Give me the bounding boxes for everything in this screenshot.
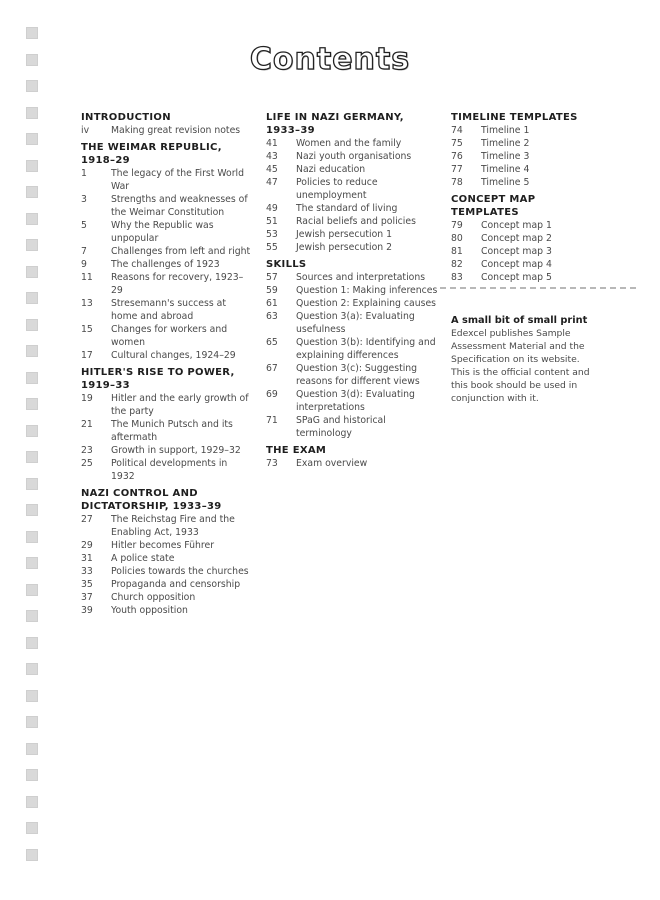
section-heading: CONCEPT MAP TEMPLATES: [451, 194, 536, 218]
contents-entry: [451, 163, 601, 176]
entry-title: Question 3(b): Identifying and explaining differences: [296, 337, 436, 361]
entry-title: Exam overview: [296, 458, 368, 469]
contents-entry: [81, 604, 251, 617]
entry-title: Timeline 2: [481, 138, 530, 149]
contents-entry: [81, 297, 251, 323]
entry-title: Concept map 3: [481, 246, 552, 257]
entry-page-number: 25: [81, 458, 93, 469]
contents-entry: [81, 323, 251, 349]
entry-page-number: 9: [81, 259, 87, 270]
entry-page-number: 65: [266, 337, 278, 348]
binder-hole: [26, 239, 38, 251]
entry-title: The standard of living: [296, 203, 398, 214]
entry-page-number: 73: [266, 458, 278, 469]
entry-page-number: 43: [266, 151, 278, 162]
entry-title: Question 2: Explaining causes: [296, 298, 437, 309]
contents-entry: [266, 457, 438, 470]
contents-entry: [81, 193, 251, 219]
binder-hole: [26, 504, 38, 516]
small-print-box: [451, 314, 601, 405]
contents-entry: [81, 552, 251, 565]
binder-hole: [26, 213, 38, 225]
binder-hole: [26, 690, 38, 702]
entry-page-number: 80: [451, 233, 463, 244]
contents-entry: [266, 310, 438, 336]
binder-hole: [26, 80, 38, 92]
contents-entry: [451, 124, 601, 137]
section-heading: HITLER'S RISE TO POWER, 1919–33: [81, 367, 235, 391]
entry-page-number: 78: [451, 177, 463, 188]
contents-entry: [266, 284, 438, 297]
contents-entry: [81, 245, 251, 258]
entry-page-number: 39: [81, 605, 93, 616]
section-heading: SKILLS: [266, 259, 307, 270]
entry-page-number: 82: [451, 259, 463, 270]
entry-page-number: 45: [266, 164, 278, 175]
entry-title: Church opposition: [111, 592, 196, 603]
entry-title: Jewish persecution 1: [296, 229, 393, 240]
entry-title: Jewish persecution 2: [296, 242, 393, 253]
contents-entry: [451, 271, 601, 284]
entry-title: SPaG and historical terminology: [296, 415, 386, 439]
entry-page-number: 13: [81, 298, 93, 309]
binder-hole: [26, 478, 38, 490]
entry-page-number: 21: [81, 419, 93, 430]
entry-page-number: 1: [81, 168, 87, 179]
entry-title: Question 1: Making inferences: [296, 285, 438, 296]
entry-page-number: 61: [266, 298, 278, 309]
contents-entry: [266, 297, 438, 310]
entry-title: Timeline 4: [481, 164, 530, 175]
entry-title: Concept map 5: [481, 272, 552, 283]
entry-title: Question 3(d): Evaluating interpretations: [296, 389, 415, 413]
contents-entry: [81, 513, 251, 539]
entry-page-number: 37: [81, 592, 93, 603]
contents-column-1: [81, 111, 251, 617]
entry-page-number: 11: [81, 272, 93, 283]
entry-page-number: 71: [266, 415, 278, 426]
entry-title: The challenges of 1923: [111, 259, 220, 270]
contents-entry: [81, 392, 251, 418]
contents-entry: [81, 124, 251, 137]
section-heading: NAZI CONTROL AND DICTATORSHIP, 1933–39: [81, 488, 222, 512]
entry-title: Stresemann's success at home and abroad: [111, 298, 227, 322]
binder-hole: [26, 663, 38, 675]
binder-hole: [26, 319, 38, 331]
entry-title: Youth opposition: [111, 605, 188, 616]
small-print-body: Edexcel publishes Sample Assessment Material and the Specification on its website. This is the official content and this book should be used in conjunction with it.: [451, 328, 590, 404]
contents-entry: [81, 219, 251, 245]
page-title: Contents: [249, 42, 411, 77]
entry-title: Strengths and weaknesses of the Weimar Constitution: [111, 194, 248, 218]
binder-hole: [26, 796, 38, 808]
binder-hole: [26, 425, 38, 437]
contents-entry: [266, 336, 438, 362]
entry-page-number: 83: [451, 272, 463, 283]
binder-hole: [26, 266, 38, 278]
entry-title: Making great revision notes: [111, 125, 241, 136]
entry-page-number: 81: [451, 246, 463, 257]
entry-title: Timeline 5: [481, 177, 530, 188]
contents-entry: [266, 362, 438, 388]
small-print-heading: A small bit of small print: [451, 315, 588, 326]
binder-hole: [26, 345, 38, 357]
entry-title: Sources and interpretations: [296, 272, 426, 283]
binder-hole: [26, 610, 38, 622]
contents-entry: [81, 418, 251, 444]
contents-entry: [81, 539, 251, 552]
entry-page-number: 77: [451, 164, 463, 175]
contents-entry: [81, 591, 251, 604]
contents-entry: [266, 215, 438, 228]
entry-page-number: 27: [81, 514, 93, 525]
entry-title: Challenges from left and right: [111, 246, 251, 257]
contents-column-3: [451, 111, 601, 284]
contents-entry: [451, 137, 601, 150]
section-heading: INTRODUCTION: [81, 112, 171, 123]
entry-page-number: 57: [266, 272, 278, 283]
binder-hole: [26, 133, 38, 145]
entry-page-number: 79: [451, 220, 463, 231]
section-heading: THE EXAM: [266, 445, 327, 456]
entry-page-number: 5: [81, 220, 87, 231]
contents-entry: [266, 176, 438, 202]
entry-title: The legacy of the First World War: [111, 168, 245, 192]
entry-title: Policies towards the churches: [111, 566, 249, 577]
binder-hole: [26, 451, 38, 463]
contents-column-2: [266, 111, 438, 470]
contents-entry: [451, 258, 601, 271]
binder-hole: [26, 716, 38, 728]
binder-hole: [26, 769, 38, 781]
contents-entry: [81, 578, 251, 591]
binder-hole: [26, 160, 38, 172]
entry-title: Changes for workers and women: [111, 324, 228, 348]
binder-hole: [26, 743, 38, 755]
binder-hole: [26, 372, 38, 384]
contents-entry: [81, 565, 251, 578]
binder-hole: [26, 849, 38, 861]
entry-title: Timeline 1: [481, 125, 530, 136]
entry-page-number: 47: [266, 177, 278, 188]
entry-title: Hitler and the early growth of the party: [111, 393, 249, 417]
entry-title: Concept map 1: [481, 220, 552, 231]
entry-title: Why the Republic was unpopular: [111, 220, 214, 244]
entry-page-number: 19: [81, 393, 93, 404]
entry-title: Reasons for recovery, 1923–29: [111, 272, 244, 296]
entry-title: Cultural changes, 1924–29: [111, 350, 236, 361]
entry-page-number: 74: [451, 125, 463, 136]
entry-page-number: 67: [266, 363, 278, 374]
contents-entry: [81, 349, 251, 362]
entry-page-number: 35: [81, 579, 93, 590]
entry-title: Hitler becomes Führer: [111, 540, 215, 551]
contents-entry: [451, 245, 601, 258]
entry-page-number: 53: [266, 229, 278, 240]
entry-page-number: 23: [81, 445, 93, 456]
contents-entry: [266, 150, 438, 163]
dashed-divider: [440, 287, 636, 289]
entry-title: Question 3(a): Evaluating usefulness: [296, 311, 415, 335]
contents-entry: [266, 388, 438, 414]
contents-entry: [81, 444, 251, 457]
entry-title: The Reichstag Fire and the Enabling Act, 1933: [111, 514, 235, 538]
contents-entry: [81, 167, 251, 193]
binder-hole: [26, 107, 38, 119]
contents-entry: [266, 163, 438, 176]
section-heading: TIMELINE TEMPLATES: [451, 112, 578, 123]
contents-entry: [451, 150, 601, 163]
entry-title: Propaganda and censorship: [111, 579, 241, 590]
entry-title: Concept map 2: [481, 233, 552, 244]
entry-page-number: 59: [266, 285, 278, 296]
entry-page-number: 69: [266, 389, 278, 400]
entry-title: Racial beliefs and policies: [296, 216, 416, 227]
section-heading: THE WEIMAR REPUBLIC, 1918–29: [81, 142, 222, 166]
entry-title: Question 3(c): Suggesting reasons for different views: [296, 363, 420, 387]
section-heading: LIFE IN NAZI GERMANY, 1933–39: [266, 112, 404, 136]
entry-page-number: 76: [451, 151, 463, 162]
entry-title: The Munich Putsch and its aftermath: [111, 419, 233, 443]
contents-entry: [451, 219, 601, 232]
binder-hole: [26, 27, 38, 39]
binder-hole: [26, 292, 38, 304]
binder-hole: [26, 584, 38, 596]
binder-hole: [26, 637, 38, 649]
contents-entry: [266, 414, 438, 440]
entry-title: Timeline 3: [481, 151, 530, 162]
entry-page-number: 41: [266, 138, 278, 149]
entry-page-number: 33: [81, 566, 93, 577]
entry-title: Concept map 4: [481, 259, 552, 270]
entry-page-number: 17: [81, 350, 93, 361]
entry-page-number: 31: [81, 553, 93, 564]
contents-entry: [266, 137, 438, 150]
entry-page-number: 7: [81, 246, 87, 257]
binder-hole: [26, 822, 38, 834]
contents-entry: [266, 202, 438, 215]
entry-page-number: 63: [266, 311, 278, 322]
entry-page-number: 3: [81, 194, 87, 205]
contents-entry: [81, 258, 251, 271]
contents-entry: [81, 271, 251, 297]
binder-hole: [26, 531, 38, 543]
contents-entry: [266, 271, 438, 284]
binder-hole: [26, 398, 38, 410]
entry-title: Political developments in 1932: [111, 458, 228, 482]
entry-page-number: 55: [266, 242, 278, 253]
entry-page-number: 49: [266, 203, 278, 214]
entry-page-number: 29: [81, 540, 93, 551]
contents-entry: [451, 232, 601, 245]
contents-entry: [266, 241, 438, 254]
binder-hole: [26, 186, 38, 198]
entry-title: Policies to reduce unemployment: [296, 177, 378, 201]
entry-page-number: 15: [81, 324, 93, 335]
contents-entry: [266, 228, 438, 241]
entry-title: A police state: [111, 553, 175, 564]
entry-page-number: 75: [451, 138, 463, 149]
entry-title: Growth in support, 1929–32: [111, 445, 241, 456]
entry-page-number: iv: [81, 125, 90, 136]
contents-entry: [81, 457, 251, 483]
entry-page-number: 51: [266, 216, 278, 227]
entry-title: Nazi education: [296, 164, 366, 175]
entry-title: Nazi youth organisations: [296, 151, 412, 162]
entry-title: Women and the family: [296, 138, 402, 149]
contents-entry: [451, 176, 601, 189]
binder-hole: [26, 557, 38, 569]
